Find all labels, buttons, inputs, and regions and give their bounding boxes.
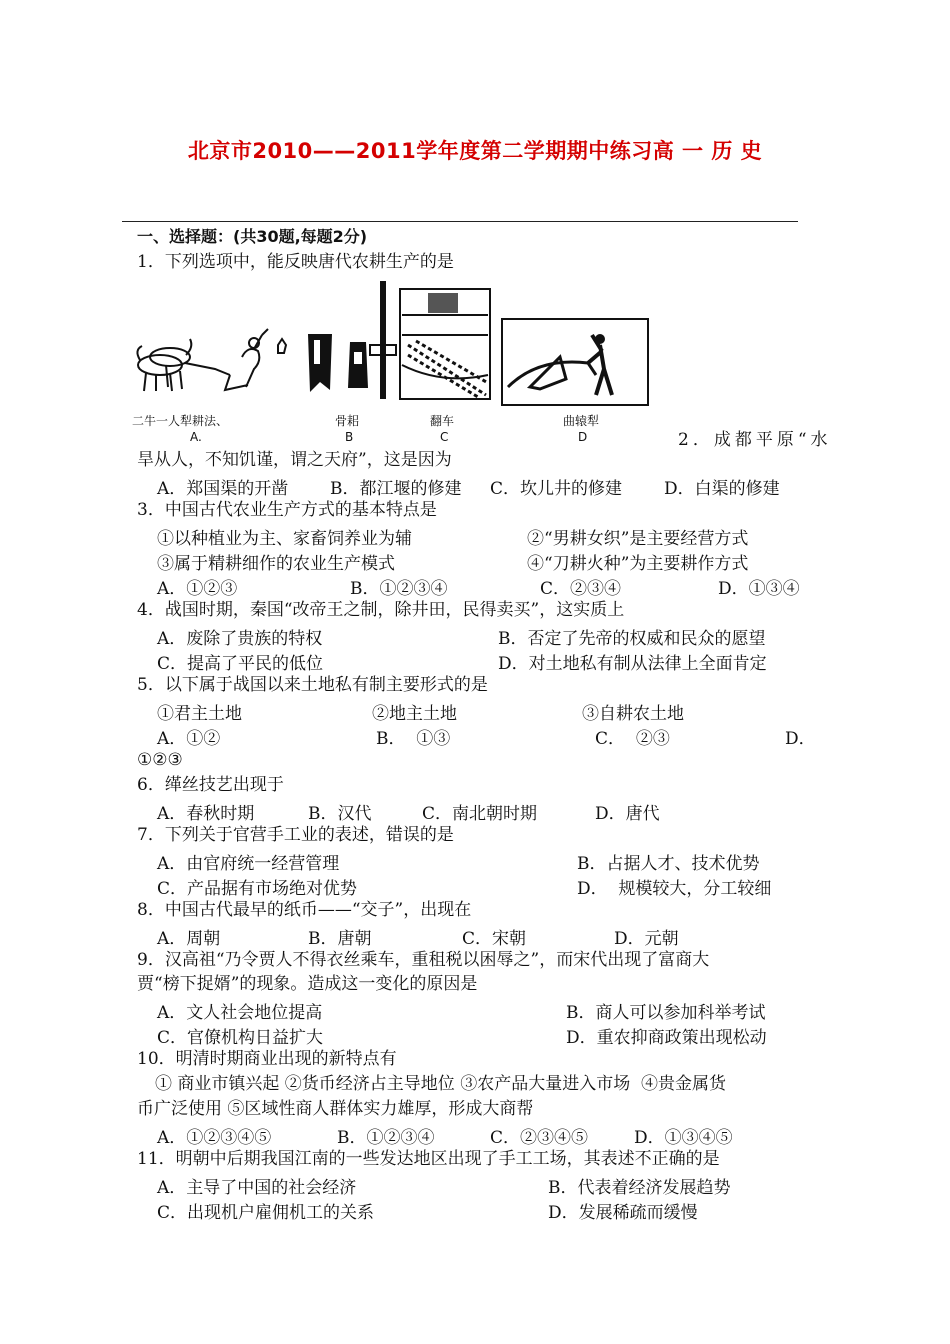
q3-stem: 3．中国古代农业生产方式的基本特点是 (137, 500, 437, 520)
q3-option-b: B．①②③④ (350, 579, 448, 599)
q6-stem: 6．缂丝技艺出现于 (137, 775, 284, 795)
q1-stem: 1．下列选项中，能反映唐代农耕生产的是 (137, 252, 454, 272)
caption-a: 二牛一人犁耕法、 (132, 414, 229, 428)
q1-figures (130, 275, 650, 450)
q10-option-b: B．①②③④ (337, 1128, 435, 1148)
q5-stem: 5．以下属于战国以来土地私有制主要形式的是 (137, 675, 488, 695)
q4-option-a: A．废除了贵族的特权 (157, 629, 323, 649)
q5-item-2: ②地主土地 (372, 704, 457, 724)
q11-option-a: A．主导了中国的社会经济 (157, 1178, 357, 1198)
q6-option-a: A．春秋时期 (157, 804, 255, 824)
q6-option-d: D．唐代 (595, 804, 660, 824)
q8-stem: 8．中国古代最早的纸币——“交子”，出现在 (137, 900, 472, 920)
q4-option-b: B．否定了先帝的权威和民众的愿望 (498, 629, 766, 649)
ox-plough-illustration (130, 325, 295, 400)
q2-option-c: C．坎儿井的修建 (490, 479, 623, 499)
q10-items: ① 商业市镇兴起 ②货币经济占主导地位 ③农产品大量进入市场 ④贵金属货 (155, 1074, 727, 1094)
q9-option-c: C．官僚机构日益扩大 (157, 1028, 324, 1048)
q10-option-a: A．①②③④⑤ (157, 1128, 272, 1148)
letter-c: C (440, 430, 449, 444)
q4-stem: 4．战国时期，秦国“改帝王之制，除井田，民得卖买”，这实质上 (137, 600, 625, 620)
q8-option-b: B．唐朝 (308, 929, 372, 949)
q9-option-d: D．重农抑商政策出现松动 (566, 1028, 767, 1048)
q2-option-d: D．白渠的修建 (664, 479, 780, 499)
q6-option-b: B．汉代 (308, 804, 372, 824)
caption-d: 曲辕犁 (563, 414, 600, 428)
q3-option-c: C．②③④ (540, 579, 622, 599)
q3-item-2: ②“男耕女织”是主要经营方式 (527, 529, 749, 549)
q7-option-c: C．产品据有市场绝对优势 (157, 879, 358, 899)
q6-option-c: C．南北朝时期 (422, 804, 538, 824)
q4-option-d: D．对土地私有制从法律上全面肯定 (498, 654, 767, 674)
q5-item-3: ③自耕农土地 (582, 704, 684, 724)
section-heading: 一、选择题：(共30题,每题2分) (137, 227, 368, 246)
q5-option-c: C． ②③ (595, 729, 670, 749)
q8-option-d: D．元朝 (614, 929, 679, 949)
q3-item-4: ④“刀耕火种”为主要耕作方式 (527, 554, 749, 574)
letter-a: A. (190, 430, 202, 444)
q9-stem: 9．汉高祖“乃令贾人不得衣丝乘车，重租税以困辱之”，而宋代出现了富商大 (137, 950, 710, 970)
q4-option-c: C．提高了平民的低位 (157, 654, 324, 674)
q10-stem: 10．明清时期商业出现的新特点有 (137, 1049, 397, 1069)
q7-option-a: A．由官府统一经营管理 (157, 854, 340, 874)
curved-plough-illustration (500, 317, 650, 407)
q2-stem-cont: 旱从人，不知饥谨，谓之天府”，这是因为 (137, 450, 452, 470)
water-wheel-illustration (368, 275, 493, 405)
q9-option-a: A．文人社会地位提高 (157, 1003, 323, 1023)
q11-option-c: C．出现机户雇佣机工的关系 (157, 1203, 375, 1223)
letter-d: D (578, 430, 588, 444)
q9-stem-cont: 贾“榜下捉婿”的现象。造成这一变化的原因是 (137, 974, 478, 994)
q10-items-cont: 币广泛使用 ⑤区域性商人群体实力雄厚，形成大商帮 (137, 1099, 534, 1119)
q7-stem: 7．下列关于官营手工业的表述，错误的是 (137, 825, 454, 845)
q3-item-1: ①以种植业为主、家畜饲养业为辅 (157, 529, 412, 549)
q2-stem-start: 2．成都平原“水 (678, 430, 832, 450)
q11-option-d: D．发展稀疏而缓慢 (548, 1203, 698, 1223)
q5-option-d-text: ①②③ (137, 750, 183, 770)
page-title: 北京市2010——2011学年度第二学期期中练习高 一 历 史 (187, 139, 763, 163)
q8-option-a: A．周朝 (157, 929, 221, 949)
q2-option-b: B．都江堰的修建 (330, 479, 462, 499)
q5-option-b: B． ①③ (376, 729, 451, 749)
q11-stem: 11．明朝中后期我国江南的一些发达地区出现了手工工场，其表述不正确的是 (137, 1149, 720, 1169)
q7-option-b: B．占据人才、技术优势 (577, 854, 760, 874)
q5-option-d: D． (785, 729, 816, 749)
q7-option-d: D． 规模较大，分工较细 (577, 879, 772, 899)
q3-option-d: D．①③④ (718, 579, 800, 599)
caption-b: 骨耜 (335, 414, 360, 428)
letter-b: B (345, 430, 354, 444)
q2-option-a: A．郑国渠的开凿 (157, 479, 289, 499)
caption-c: 翻车 (430, 414, 455, 428)
bone-spade-illustration (302, 330, 377, 400)
q10-option-c: C．②③④⑤ (490, 1128, 589, 1148)
q10-option-d: D．①③④⑤ (634, 1128, 733, 1148)
q5-option-a: A．①② (157, 729, 221, 749)
q9-option-b: B．商人可以参加科举考试 (566, 1003, 766, 1023)
header-rule (122, 221, 798, 222)
q11-option-b: B．代表着经济发展趋势 (548, 1178, 731, 1198)
q8-option-c: C．宋朝 (462, 929, 527, 949)
q3-option-a: A．①②③ (157, 579, 238, 599)
q5-item-1: ①君主土地 (157, 704, 242, 724)
q3-item-3: ③属于精耕细作的农业生产模式 (157, 554, 395, 574)
